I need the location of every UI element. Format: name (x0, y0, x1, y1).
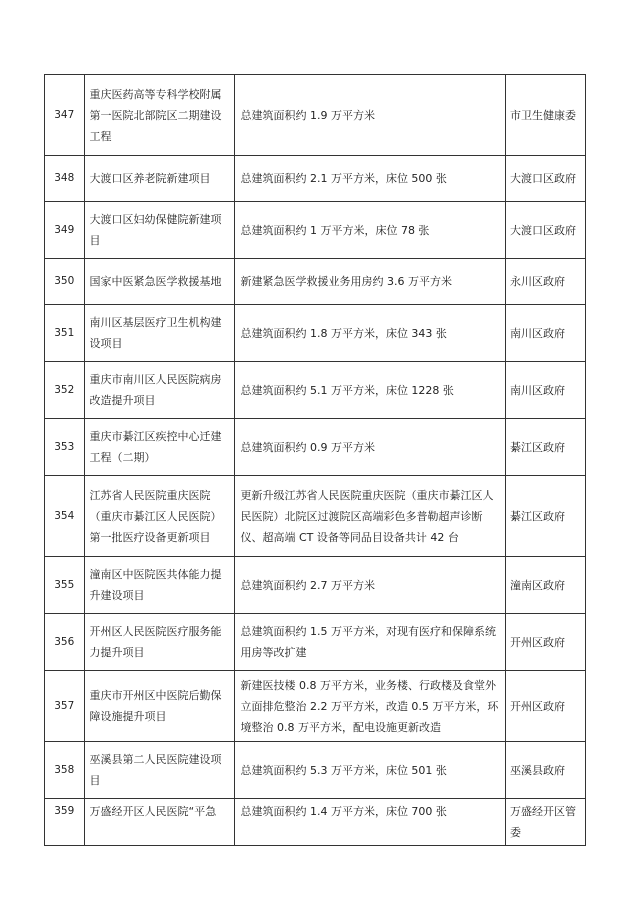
table-row (45, 202, 586, 259)
project-content: 总建筑面积约 1.5 万平方米，对现有医疗和保障系统用房等改扩建 (235, 614, 506, 671)
row-number: 359 (45, 799, 85, 846)
project-content: 总建筑面积约 5.3 万平方米，床位 501 张 (235, 742, 506, 799)
project-content: 总建筑面积约 1 万平方米，床位 78 张 (235, 202, 506, 259)
project-content: 总建筑面积约 1.8 万平方米，床位 343 张 (235, 305, 506, 362)
project-content: 新建紧急医学救援业务用房约 3.6 万平方米 (235, 259, 506, 305)
project-content: 总建筑面积约 5.1 万平方米，床位 1228 张 (235, 362, 506, 419)
project-content: 总建筑面积约 1.9 万平方米 (235, 75, 506, 156)
table-row (45, 75, 586, 156)
table-row (45, 799, 586, 846)
row-number: 352 (45, 362, 85, 419)
project-name: 重庆医药高等专科学校附属第一医院北部院区二期建设工程 (84, 75, 235, 156)
row-number: 354 (45, 476, 85, 557)
responsible-unit: 市卫生健康委 (505, 75, 585, 156)
responsible-unit: 大渡口区政府 (505, 202, 585, 259)
row-number: 347 (45, 75, 85, 156)
row-number: 358 (45, 742, 85, 799)
responsible-unit: 南川区政府 (505, 362, 585, 419)
responsible-unit: 巫溪县政府 (505, 742, 585, 799)
project-name: 南川区基层医疗卫生机构建设项目 (84, 305, 235, 362)
project-name: 万盛经开区人民医院“平急 (84, 799, 235, 846)
responsible-unit: 潼南区政府 (505, 557, 585, 614)
table-row (45, 742, 586, 799)
table-row (45, 362, 586, 419)
responsible-unit: 开州区政府 (505, 671, 585, 742)
project-content: 总建筑面积约 0.9 万平方米 (235, 419, 506, 476)
project-content: 总建筑面积约 2.1 万平方米，床位 500 张 (235, 156, 506, 202)
responsible-unit: 南川区政府 (505, 305, 585, 362)
responsible-unit: 綦江区政府 (505, 476, 585, 557)
table-row (45, 476, 586, 557)
project-name: 开州区人民医院医疗服务能力提升项目 (84, 614, 235, 671)
project-name: 重庆市南川区人民医院病房改造提升项目 (84, 362, 235, 419)
table-row (45, 305, 586, 362)
row-number: 353 (45, 419, 85, 476)
project-name: 大渡口区妇幼保健院新建项目 (84, 202, 235, 259)
project-table (44, 74, 586, 846)
project-name: 巫溪县第二人民医院建设项目 (84, 742, 235, 799)
row-number: 357 (45, 671, 85, 742)
row-number: 355 (45, 557, 85, 614)
table-row (45, 671, 586, 742)
responsible-unit: 大渡口区政府 (505, 156, 585, 202)
responsible-unit: 开州区政府 (505, 614, 585, 671)
responsible-unit: 永川区政府 (505, 259, 585, 305)
project-name: 重庆市开州区中医院后勤保障设施提升项目 (84, 671, 235, 742)
responsible-unit: 万盛经开区管委 (505, 799, 585, 846)
row-number: 349 (45, 202, 85, 259)
project-content: 总建筑面积约 1.4 万平方米，床位 700 张 (235, 799, 506, 846)
project-name: 潼南区中医院医共体能力提升建设项目 (84, 557, 235, 614)
table-row (45, 557, 586, 614)
table-row (45, 156, 586, 202)
project-content: 新建医技楼 0.8 万平方米，业务楼、行政楼及食堂外立面排危整治 2.2 万平方米，改造 0.5 万平方米，环境整治 0.8 万平方米，配电设施更新改造 (235, 671, 506, 742)
row-number: 350 (45, 259, 85, 305)
project-name: 江苏省人民医院重庆医院（重庆市綦江区人民医院）第一批医疗设备更新项目 (84, 476, 235, 557)
row-number: 348 (45, 156, 85, 202)
project-name: 大渡口区养老院新建项目 (84, 156, 235, 202)
project-content: 更新升级江苏省人民医院重庆医院（重庆市綦江区人民医院）北院区过渡院区高端彩色多普勒超声诊断仪、超高端 CT 设备等同品目设备共计 42 台 (235, 476, 506, 557)
responsible-unit: 綦江区政府 (505, 419, 585, 476)
project-name: 重庆市綦江区疾控中心迁建工程（二期） (84, 419, 235, 476)
row-number: 351 (45, 305, 85, 362)
project-content: 总建筑面积约 2.7 万平方米 (235, 557, 506, 614)
table-row (45, 614, 586, 671)
table-row (45, 419, 586, 476)
table-row (45, 259, 586, 305)
row-number: 356 (45, 614, 85, 671)
project-name: 国家中医紧急医学救援基地 (84, 259, 235, 305)
